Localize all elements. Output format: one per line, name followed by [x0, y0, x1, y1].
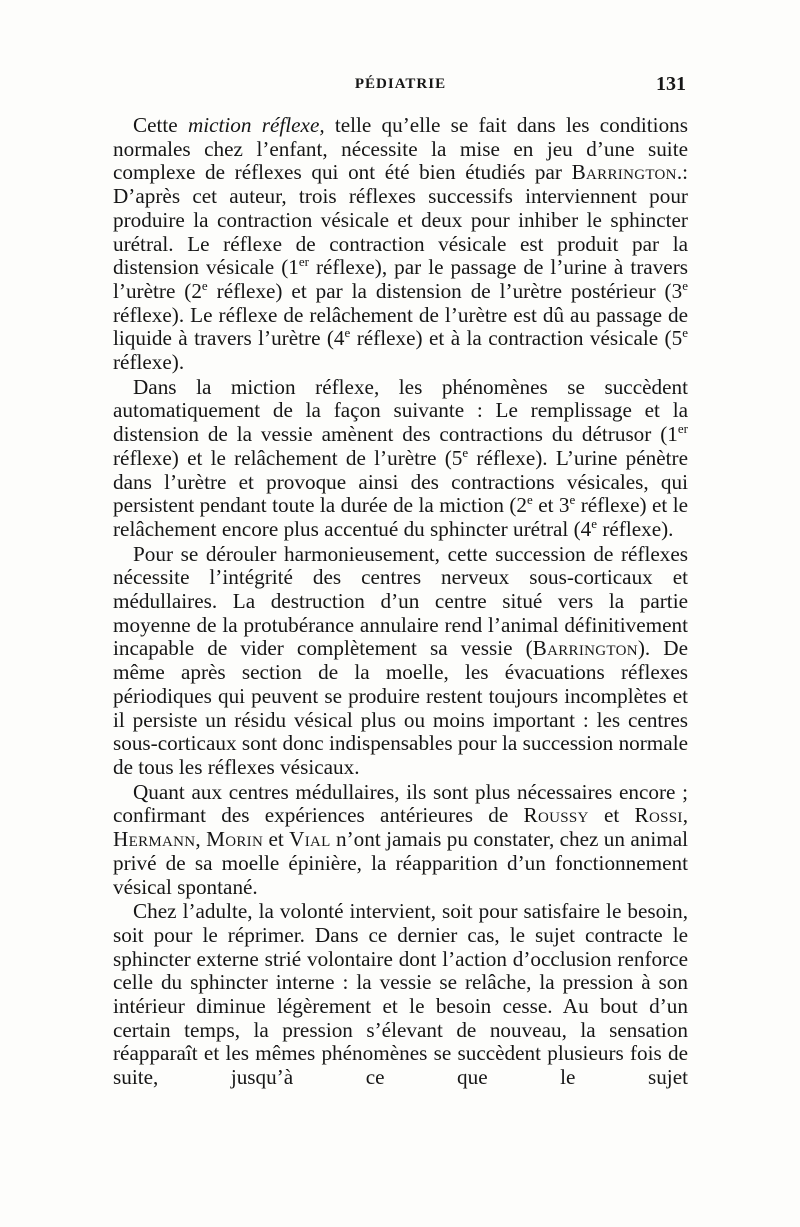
paragraph — [113, 781, 688, 900]
page-number: 131 — [656, 73, 686, 95]
text-run: réflexe). Le réflexe de relâchement de l’urètre est dû au passage de liquide à travers l’urètre (4 — [113, 302, 688, 351]
text-run: .: D’après cet auteur, trois réflexes successifs interviennent pour produire la contraction vésicale et deux pour inhiber le sphincter urétral. Le réflexe de contraction vésicale est produit par la distension vésicale (1 — [113, 160, 688, 280]
text-run: Cette — [133, 113, 188, 137]
text-run: réflexe). L’urine pénètre dans l’urètre et provoque ainsi des contractions vésicales, qui persistent pendant toute la durée de la miction (2 — [113, 445, 688, 518]
running-head — [113, 73, 688, 100]
chapter-title: PÉDIATRIE — [354, 76, 447, 92]
author-name: Barrington — [532, 636, 638, 661]
ordinal-superscript: er — [298, 254, 309, 270]
text-run: Quant aux centres médullaires, ils sont plus nécessaires encore ; confirmant des expériences antérieures de — [113, 779, 688, 828]
emphasis: miction réflexe, — [187, 113, 325, 137]
text-run: , — [682, 803, 688, 828]
ordinal-superscript: er — [677, 421, 688, 437]
ordinal-superscript: e — [344, 325, 351, 341]
author-name: Rossi — [634, 803, 683, 828]
ordinal-superscript: e — [527, 492, 533, 508]
text-run: Dans la miction réflexe, les phénomènes se succèdent automatiquement de la façon suivante : Le remplissage et la distension de la vessie amènent des contractions du détrusor (1 — [113, 374, 688, 447]
author-name: Roussy — [523, 803, 589, 828]
text-run: ). De même après section de la moelle, les évacuations réflexes périodiques qui peuvent se produire restent toujours incomplètes et il persiste un résidu vésical plus ou moins important : les centres sous-corticaux sont donc indispensables pour la succession normale de tous les réflexes vésicaux. — [113, 636, 688, 779]
paragraph — [113, 900, 688, 1090]
text-run: n’ont jamais pu constater, chez un animal privé de sa moelle épinière, la réapparition d’un fonctionnement vésical spontané. — [113, 827, 688, 899]
author-name: Hermann — [113, 827, 196, 852]
text-run: telle qu’elle se fait dans les conditions normales chez l’enfant, nécessite la mise en jeu d’une suite complexe de réflexes qui ont été bien étudiés par — [113, 113, 688, 185]
text-run: et 3 — [532, 493, 570, 518]
text-run: Chez l’adulte, la volonté intervient, soit pour satisfaire le besoin, soit pour le réprimer. Dans ce dernier cas, le sujet contracte le sphincter externe strié volontaire dont l’action d’occlusion renforce celle du sphincter interne : la vessie se relâche, la pression à son intérieur diminue légèrement et le besoin cesse. Au bout d’un certain temps, la pression s’élevant de nouveau, la sensation réapparaît et les mêmes phénomènes se succèdent plusieurs fois de suite, jusqu’à ce que le sujet — [113, 899, 688, 1090]
text-run: réflexe) et le relâchement encore plus accentué du sphincter urétral (4 — [113, 493, 688, 541]
text-run: , — [195, 827, 207, 852]
text-run: et — [263, 827, 290, 852]
author-name: Barrington — [571, 160, 677, 185]
author-name: Vial — [289, 827, 331, 852]
text-run: réflexe) et par la distension de l’urètre postérieur (3 — [207, 278, 683, 303]
paragraph — [113, 543, 688, 780]
text-run: réflexe) et à la contraction vésicale (5 — [350, 326, 683, 351]
text-run: et — [588, 803, 635, 828]
text-run: réflexe), par le passage de l’urine à travers l’urètre (2 — [113, 255, 688, 303]
author-name: Morin — [206, 827, 264, 852]
text-run: réflexe) et le relâchement de l’urètre (5 — [113, 445, 463, 470]
text-run: Pour se dérouler harmonieusement, cette succession de réflexes nécessite l’intégrité des centres nerveux sous-corticaux et médullaires. La destruction d’un centre situé vers la partie moyenne de la protubérance annulaire rend l’animal définitivement incapable de vider complètement sa vessie ( — [113, 541, 688, 661]
ordinal-superscript: e — [569, 492, 576, 508]
ordinal-superscript: e — [201, 277, 208, 293]
ordinal-superscript: e — [682, 325, 688, 341]
text-run: réflexe). — [597, 516, 674, 541]
ordinal-superscript: e — [591, 515, 598, 531]
text-run: réflexe). — [113, 350, 185, 375]
body-text — [113, 114, 688, 1090]
ordinal-superscript: e — [682, 277, 688, 293]
paragraph — [113, 376, 688, 542]
paragraph — [113, 114, 688, 375]
ordinal-superscript: e — [462, 444, 469, 460]
